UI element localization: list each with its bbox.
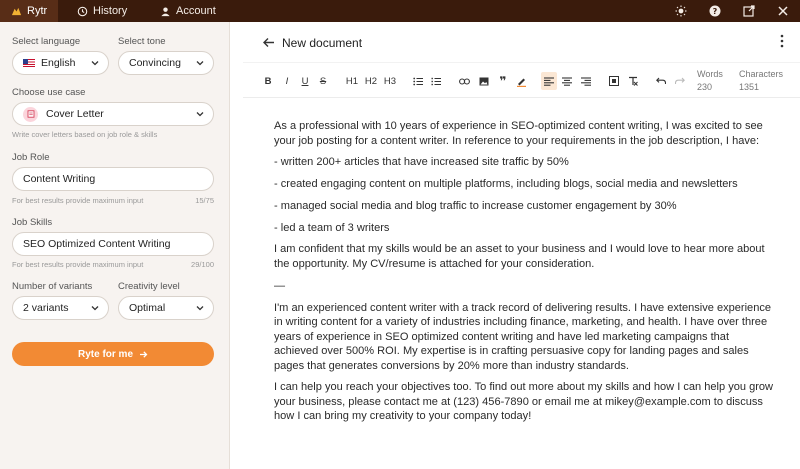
h3-button[interactable]: H3 bbox=[383, 75, 397, 87]
theme-toggle-button[interactable] bbox=[664, 0, 698, 22]
word-count bbox=[697, 68, 723, 94]
chevron-down-icon bbox=[91, 59, 99, 67]
italic-button[interactable]: I bbox=[285, 75, 289, 87]
quote-button[interactable] bbox=[496, 72, 510, 90]
underline-button[interactable]: U bbox=[301, 75, 309, 87]
strikethrough-button[interactable]: S bbox=[319, 75, 327, 87]
arrow-right-icon bbox=[139, 350, 148, 359]
highlighter-icon bbox=[516, 76, 527, 87]
chevron-down-icon bbox=[196, 304, 204, 312]
job-skills-hint: For best results provide maximum input bbox=[12, 260, 144, 269]
job-role-hint: For best results provide maximum input bbox=[12, 196, 144, 205]
paragraph: - led a team of 3 writers bbox=[274, 221, 390, 234]
formatting-toolbar bbox=[243, 62, 800, 98]
words-label: Words bbox=[697, 69, 723, 79]
creativity-value: Optimal bbox=[129, 302, 166, 314]
numbered-list-icon bbox=[431, 77, 441, 86]
more-options-icon[interactable] bbox=[780, 34, 784, 48]
open-external-button[interactable] bbox=[732, 0, 766, 22]
chevron-down-icon bbox=[196, 110, 204, 118]
redo-button[interactable] bbox=[673, 72, 687, 90]
tab-account[interactable] bbox=[160, 0, 216, 22]
job-skills-count: 29/100 bbox=[191, 260, 214, 269]
tone-select[interactable] bbox=[118, 51, 214, 75]
paragraph: - written 200+ articles that have increased site traffic by 50% bbox=[274, 156, 569, 169]
clear-format-button[interactable] bbox=[626, 72, 640, 90]
tab-account-label: Account bbox=[176, 5, 216, 17]
close-button[interactable] bbox=[766, 0, 800, 22]
rytr-logo-icon bbox=[11, 6, 22, 17]
usecase-select[interactable] bbox=[12, 102, 214, 126]
external-link-icon bbox=[743, 5, 755, 17]
bullet-list-button[interactable] bbox=[411, 72, 425, 90]
top-nav-bar bbox=[0, 0, 800, 22]
logo-label: Rytr bbox=[27, 5, 48, 17]
account-icon bbox=[160, 6, 171, 17]
tab-history[interactable] bbox=[77, 0, 127, 22]
editor-header bbox=[243, 22, 800, 62]
tone-value: Convincing bbox=[129, 57, 181, 69]
back-arrow-icon[interactable] bbox=[262, 36, 275, 49]
bullet-list-icon bbox=[413, 77, 423, 86]
language-label: Select language bbox=[12, 36, 81, 47]
align-center-button[interactable] bbox=[560, 72, 574, 90]
job-role-label: Job Role bbox=[12, 152, 50, 163]
characters-value: 1351 bbox=[739, 82, 760, 92]
creativity-label: Creativity level bbox=[118, 281, 180, 292]
h2-button[interactable]: H2 bbox=[364, 75, 378, 87]
numbered-list-button[interactable] bbox=[429, 72, 443, 90]
link-button[interactable] bbox=[457, 72, 471, 90]
job-role-value: Content Writing bbox=[23, 173, 96, 185]
align-center-icon bbox=[562, 77, 572, 86]
words-value: 230 bbox=[697, 82, 713, 92]
us-flag-icon bbox=[23, 59, 35, 67]
document-title[interactable]: New document bbox=[282, 36, 363, 50]
tab-rytr[interactable] bbox=[0, 0, 58, 22]
chevron-down-icon bbox=[196, 59, 204, 67]
align-left-icon bbox=[544, 77, 554, 86]
history-icon bbox=[77, 6, 88, 17]
variants-value: 2 variants bbox=[23, 302, 69, 314]
image-button[interactable] bbox=[477, 72, 491, 90]
align-right-button[interactable] bbox=[579, 72, 593, 90]
paragraph: I can help you reach your objectives too. To find out more about my skills and how I can help you grow your business, please contact me at (123) 456-7890 or email me at mikey@example.com to discuss how I can bring my creativity to your company today! bbox=[274, 381, 774, 423]
quote-icon: ❞ bbox=[499, 74, 507, 88]
undo-icon bbox=[656, 77, 666, 85]
usecase-label: Choose use case bbox=[12, 87, 86, 98]
language-value: English bbox=[41, 57, 76, 69]
sun-icon bbox=[675, 5, 687, 17]
help-icon bbox=[709, 5, 721, 17]
language-select[interactable] bbox=[12, 51, 109, 75]
highlight-button[interactable] bbox=[514, 72, 528, 90]
embed-icon bbox=[609, 76, 619, 86]
job-role-count: 15/75 bbox=[195, 196, 214, 205]
character-count bbox=[739, 68, 783, 94]
ryte-for-me-button[interactable] bbox=[12, 342, 214, 366]
paragraph: As a professional with 10 years of experience in SEO-optimized content writing, I was excited to see your job posting for a content writer. In reference to your requirements in the job description, I have: bbox=[274, 120, 763, 147]
h1-button[interactable]: H1 bbox=[345, 75, 359, 87]
paragraph: - created engaging content on multiple platforms, including blogs, social media and newsletters bbox=[274, 178, 738, 191]
usecase-value: Cover Letter bbox=[46, 108, 104, 120]
close-icon bbox=[778, 6, 788, 16]
image-icon bbox=[479, 77, 489, 86]
sidebar bbox=[0, 22, 230, 469]
cover-letter-icon bbox=[23, 107, 38, 122]
ryte-button-label: Ryte for me bbox=[77, 348, 133, 360]
paragraph: - managed social media and blog traffic to increase customer engagement by 30% bbox=[274, 199, 677, 212]
redo-icon bbox=[675, 77, 685, 85]
editor-panel bbox=[243, 22, 800, 469]
variants-label: Number of variants bbox=[12, 281, 93, 292]
chevron-down-icon bbox=[91, 304, 99, 312]
job-skills-label: Job Skills bbox=[12, 217, 53, 228]
embed-button[interactable] bbox=[607, 72, 621, 90]
document-body[interactable] bbox=[274, 119, 774, 431]
bold-button[interactable]: B bbox=[264, 75, 272, 87]
paragraph: I am confident that my skills would be an asset to your business and I would love to hear more about the opportunity. My CV/resume is attached for your consideration. bbox=[274, 243, 765, 270]
clear-format-icon bbox=[628, 76, 638, 86]
tone-label: Select tone bbox=[118, 36, 166, 47]
align-right-icon bbox=[581, 77, 591, 86]
job-skills-value: SEO Optimized Content Writing bbox=[23, 238, 171, 250]
help-button[interactable] bbox=[698, 0, 732, 22]
undo-button[interactable] bbox=[654, 72, 668, 90]
job-skills-input[interactable] bbox=[12, 232, 214, 256]
link-icon bbox=[459, 78, 470, 85]
svg-text:?: ? bbox=[712, 7, 718, 16]
variants-select[interactable] bbox=[12, 296, 109, 320]
separator: — bbox=[274, 279, 286, 292]
creativity-select[interactable] bbox=[118, 296, 214, 320]
usecase-hint: Write cover letters based on job role & skills bbox=[12, 130, 158, 139]
paragraph: I'm an experienced content writer with a track record of delivering results. I have extensive experience in writing content for a variety of industries including finance, marketing, and health. I have over three years of experience in SEO optimized content writing and have led marketing campaigns that achieved over 500% ROI. My expertise is in crafting persuasive copy for landing pages and sales pages that generates conversions by 20% more than industry standards. bbox=[274, 301, 772, 372]
align-left-button[interactable] bbox=[541, 72, 557, 90]
characters-label: Characters bbox=[739, 69, 784, 79]
job-role-input[interactable] bbox=[12, 167, 214, 191]
tab-history-label: History bbox=[93, 5, 128, 17]
